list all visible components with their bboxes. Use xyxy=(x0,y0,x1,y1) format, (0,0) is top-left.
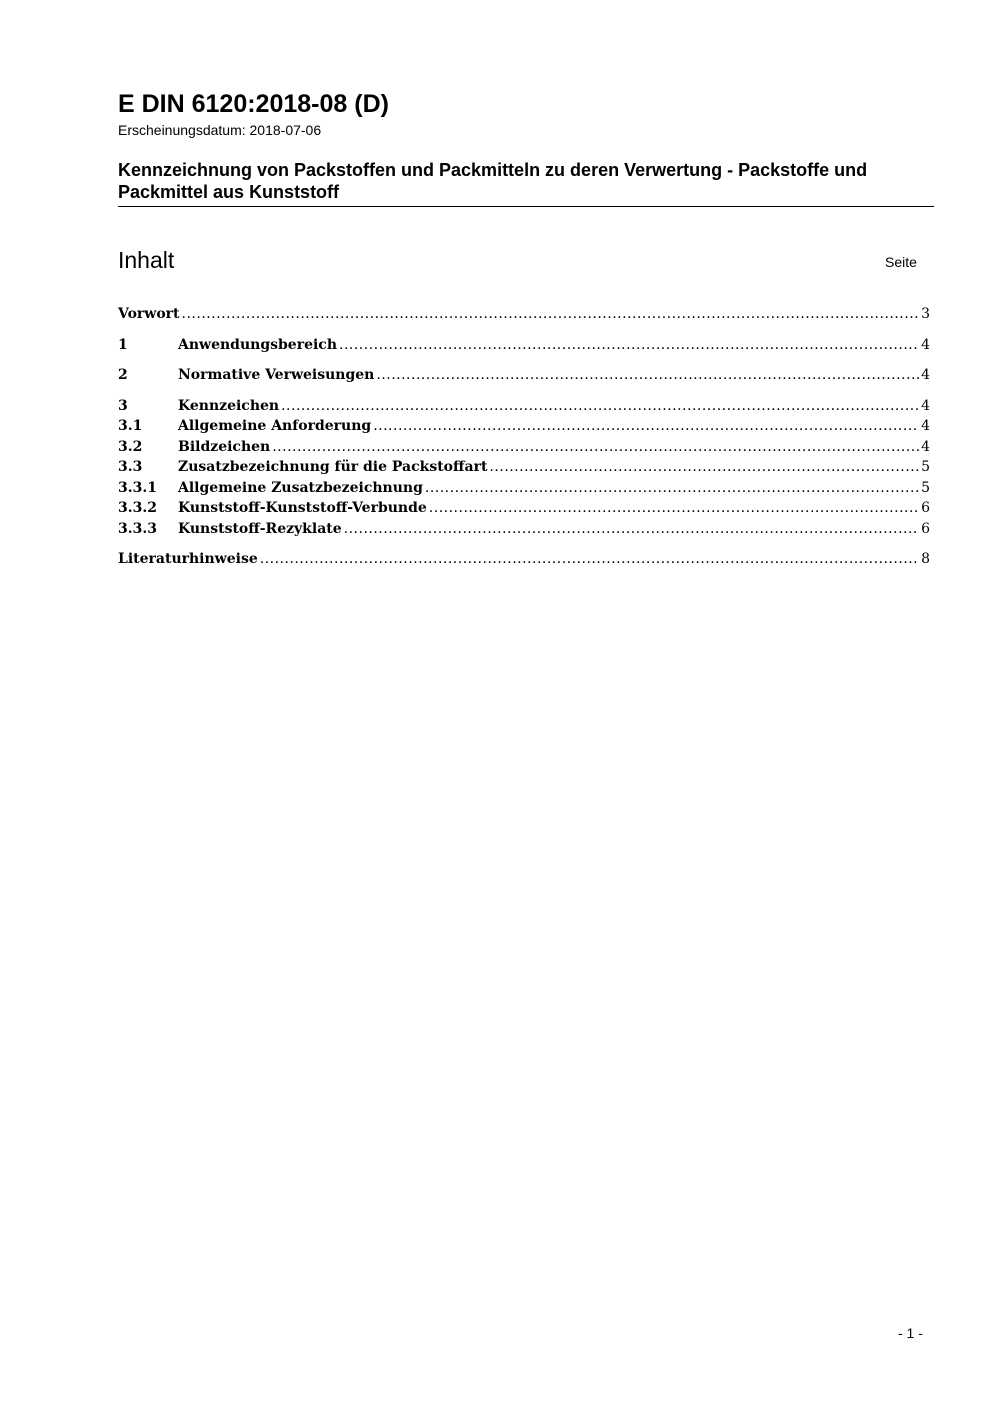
toc-dot-leader xyxy=(489,457,919,477)
table-of-contents xyxy=(118,304,930,570)
toc-dot-leader xyxy=(344,519,919,539)
toc-entry-page: 3 xyxy=(921,306,930,322)
toc-entry-literaturhinweise[interactable] xyxy=(118,549,930,570)
toc-entry-number: 3.1 xyxy=(118,418,143,434)
toc-dot-leader xyxy=(339,335,919,355)
toc-entry-kunststoff-verbunde[interactable] xyxy=(118,498,930,519)
toc-entry-page: 5 xyxy=(921,459,930,475)
toc-entry-zusatzbezeichnung[interactable] xyxy=(118,457,930,478)
toc-entry-allgemeine-zusatzbezeichnung[interactable] xyxy=(118,478,930,499)
toc-entry-page: 4 xyxy=(921,397,930,414)
toc-entry-bildzeichen[interactable] xyxy=(118,437,930,458)
toc-entry-number: 3.3.3 xyxy=(118,520,157,537)
page-number: - 1 - xyxy=(898,1325,923,1341)
toc-entry-page: 8 xyxy=(921,551,930,567)
toc-entry-number: 3.3 xyxy=(118,459,143,475)
toc-entry-number: 1 xyxy=(118,336,128,353)
toc-entry-number: 3.3.1 xyxy=(118,479,157,496)
toc-dot-leader xyxy=(376,365,919,385)
toc-entry-anwendungsbereich[interactable] xyxy=(118,335,930,356)
toc-entry-page: 4 xyxy=(921,418,930,434)
toc-entry-title[interactable]: Vorwort xyxy=(118,306,180,322)
toc-entry-title[interactable]: Allgemeine Zusatzbezeichnung xyxy=(178,479,423,496)
publication-date: Erscheinungsdatum: 2018-07-06 xyxy=(118,122,322,138)
document-id: E DIN 6120:2018-08 (D) xyxy=(118,90,389,118)
toc-entry-number: 2 xyxy=(118,367,128,383)
toc-dot-leader xyxy=(429,498,919,518)
toc-entry-kennzeichen[interactable] xyxy=(118,396,930,417)
toc-entry-title[interactable]: Literaturhinweise xyxy=(118,551,258,567)
toc-entry-title[interactable]: Zusatzbezeichnung für die Packstoffart xyxy=(178,459,488,475)
toc-entry-vorwort[interactable] xyxy=(118,304,930,325)
toc-entry-number: 3 xyxy=(118,397,128,414)
toc-dot-leader xyxy=(272,437,919,457)
toc-entry-page: 6 xyxy=(921,500,930,516)
toc-entry-title[interactable]: Normative Verweisungen xyxy=(178,367,375,383)
toc-entry-page: 5 xyxy=(921,479,930,496)
toc-entry-page: 6 xyxy=(921,520,930,537)
document-title: Kennzeichnung von Packstoffen und Packmitteln zu deren Verwertung - Packstoffe und Packmittel aus Kunststoff xyxy=(118,160,868,202)
toc-dot-leader xyxy=(373,416,919,436)
toc-entry-title[interactable]: Allgemeine Anforderung xyxy=(178,418,372,434)
toc-entry-number: 3.3.2 xyxy=(118,500,157,516)
toc-entry-page: 4 xyxy=(921,336,930,353)
title-divider xyxy=(118,206,934,207)
toc-entry-number: 3.2 xyxy=(118,438,143,455)
toc-dot-leader xyxy=(281,396,919,416)
toc-entry-page: 4 xyxy=(921,438,930,455)
toc-dot-leader xyxy=(260,549,919,569)
toc-entry-kunststoff-rezyklate[interactable] xyxy=(118,519,930,540)
toc-entry-page: 4 xyxy=(921,367,930,383)
toc-entry-title[interactable]: Bildzeichen xyxy=(178,438,271,455)
toc-entry-title[interactable]: Kunststoff-Rezyklate xyxy=(178,520,342,537)
toc-entry-title[interactable]: Kunststoff-Kunststoff-Verbunde xyxy=(178,500,427,516)
toc-entry-allgemeine-anforderung[interactable] xyxy=(118,416,930,437)
toc-entry-title[interactable]: Kennzeichen xyxy=(178,397,280,414)
toc-entry-title[interactable]: Anwendungsbereich xyxy=(178,336,337,353)
toc-page-column-label: Seite xyxy=(885,254,917,270)
toc-heading: Inhalt xyxy=(118,247,175,273)
toc-dot-leader xyxy=(425,478,919,498)
toc-dot-leader xyxy=(182,304,920,324)
toc-entry-normative-verweisungen[interactable] xyxy=(118,365,930,386)
